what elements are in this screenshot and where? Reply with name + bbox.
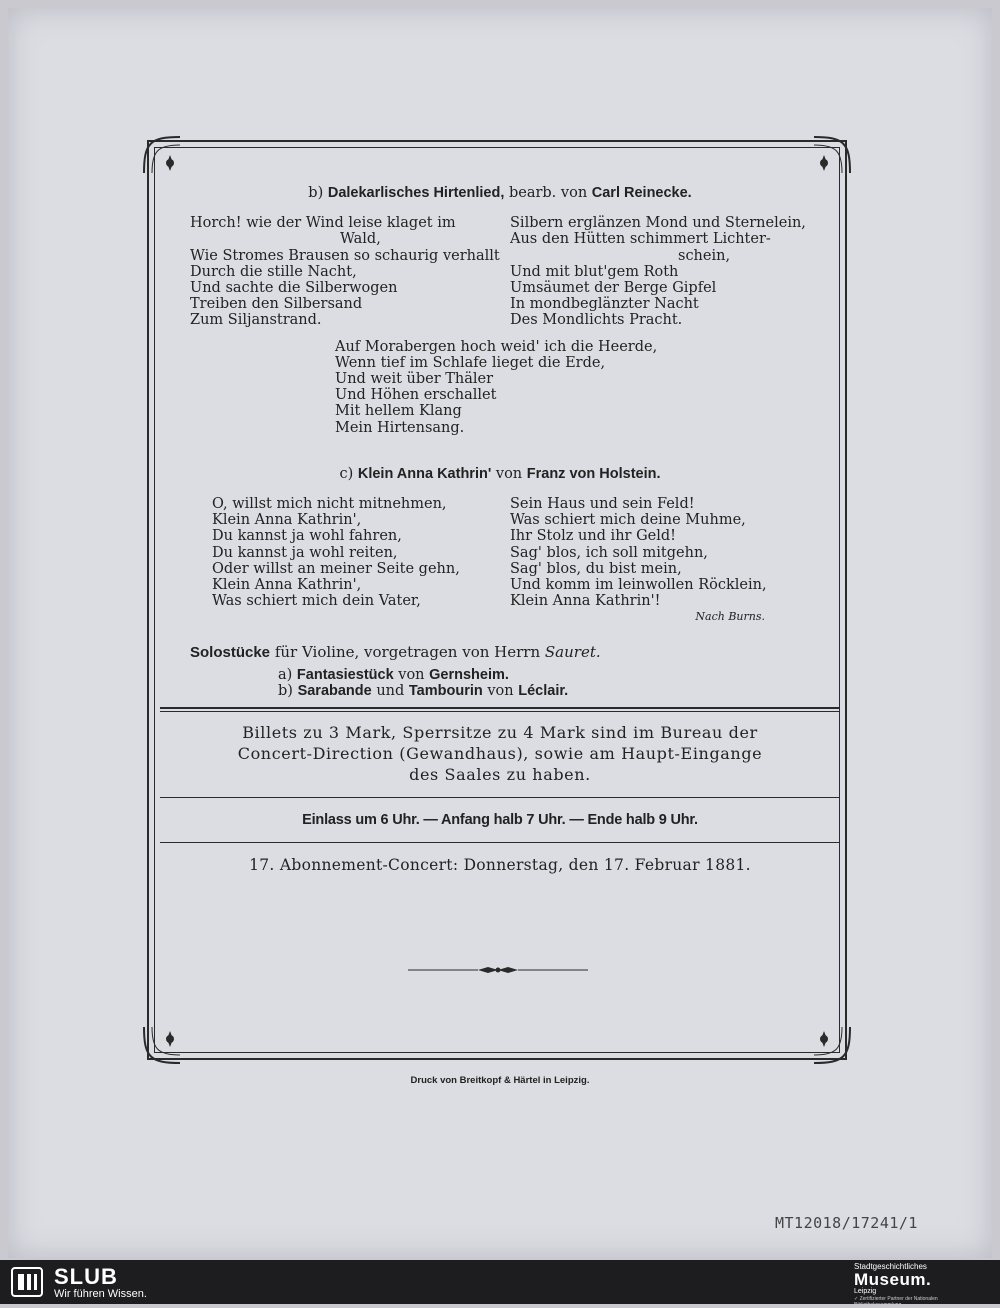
solo-item-composer: Gernsheim. xyxy=(429,666,509,683)
poem-line: In mondbeglänzter Nacht xyxy=(510,296,699,313)
poem-line: Treiben den Silbersand xyxy=(190,296,363,313)
song-c-label: c) xyxy=(339,465,354,482)
poem-line: Aus den Hütten schimmert Lichter- xyxy=(510,231,771,248)
poem-line: Ihr Stolz und ihr Geld! xyxy=(510,528,676,545)
programme-content xyxy=(190,185,810,874)
solo-item-and: und xyxy=(376,683,405,700)
song-b-by: bearb. von xyxy=(508,185,588,201)
solo-item-piece: Fantasiestück xyxy=(296,666,394,683)
song-c-by: von xyxy=(495,465,523,482)
museum-line-3: Leipzig xyxy=(854,1288,877,1295)
poem-line: Zum Siljanstrand. xyxy=(190,312,322,329)
ticket-info-line: Billets zu 3 Mark, Sperrsitze zu 4 Mark sind im Bureau der xyxy=(242,723,758,743)
song-c-verses xyxy=(190,496,810,609)
poem-line: Und Höhen erschallet xyxy=(335,387,497,404)
song-c-right-column xyxy=(510,496,780,609)
song-c-title: Klein Anna Kathrin' xyxy=(357,465,492,482)
poem-line: Sein Haus und sein Feld! xyxy=(510,496,695,513)
ticket-info-line: Concert-Direction (Gewandhaus), sowie am Haupt-Eingange xyxy=(237,744,763,764)
solo-subtitle: für Violine, vorgetragen von Herrn xyxy=(274,642,541,661)
poem-line: Klein Anna Kathrin'! xyxy=(510,593,661,610)
poem-line: Wie Stromes Brausen so schaurig verhallt xyxy=(190,247,500,264)
song-b-verses xyxy=(190,215,810,328)
song-c-heading xyxy=(190,466,810,482)
poem-line: schein, xyxy=(678,247,731,264)
poem-line: Wenn tief im Schlafe lieget die Erde, xyxy=(335,354,606,371)
solo-item-by: von xyxy=(487,683,514,700)
poem-line: Durch die stille Nacht, xyxy=(190,263,357,280)
poem-line: Umsäumet der Berge Gipfel xyxy=(510,280,717,297)
museum-line-1: Stadtgeschichtliches xyxy=(854,1262,927,1271)
museum-line-2: Museum. xyxy=(854,1270,932,1289)
footer-bar xyxy=(0,1260,1000,1308)
next-concert-announcement: 17. Abonnement-Concert: Donnerstag, den 17. Februar 1881. xyxy=(249,856,751,875)
printer-imprint: Druck von Breitkopf & Härtel in Leipzig. xyxy=(410,1075,590,1086)
poem-line: Was schiert mich dein Vater, xyxy=(212,593,421,610)
poem-line: Und komm im leinwollen Röcklein, xyxy=(510,577,767,594)
solo-performer: Sauret. xyxy=(544,642,601,661)
slub-logo-icon xyxy=(10,1266,44,1298)
poem-line: Klein Anna Kathrin', xyxy=(212,512,362,529)
song-b-label: b) xyxy=(308,185,324,201)
song-c-attribution: Nach Burns. xyxy=(695,610,765,624)
solo-item xyxy=(278,667,810,683)
corner-ornament-icon xyxy=(140,1023,184,1067)
song-c-left-column xyxy=(212,496,502,609)
song-c-composer: Franz von Holstein. xyxy=(526,465,661,482)
song-b-right-column xyxy=(510,215,810,328)
poem-line: Sag' blos, ich soll mitgehn, xyxy=(510,544,708,561)
shelfmark-handwritten: MT12018/17241/1 xyxy=(775,1214,918,1232)
schedule-times: Einlass um 6 Uhr. — Anfang halb 7 Uhr. — Ende halb 9 Uhr. xyxy=(302,812,698,829)
poem-line: Und mit blut'gem Roth xyxy=(510,263,679,280)
poem-line: O, willst mich nicht mitnehmen, xyxy=(212,496,447,513)
poem-line: Sag' blos, du bist mein, xyxy=(510,560,682,577)
solo-item-composer: Léclair. xyxy=(518,683,569,700)
solo-item-piece: Sarabande xyxy=(297,683,372,700)
poem-line: Klein Anna Kathrin', xyxy=(212,577,362,594)
solo-title: Solostücke xyxy=(190,643,271,661)
poem-line: Was schiert mich deine Muhme, xyxy=(510,512,746,529)
poem-line: Silbern erglänzen Mond und Sternelein, xyxy=(510,215,806,232)
poem-line: Wald, xyxy=(340,231,381,248)
corner-ornament-icon xyxy=(810,133,854,177)
song-b-refrain xyxy=(335,339,810,436)
library-tagline: Wir führen Wissen. xyxy=(54,1288,147,1300)
solo-heading xyxy=(190,644,810,661)
ticket-info-line: des Saales zu haben. xyxy=(409,765,591,785)
divider-ornament-icon xyxy=(408,960,588,980)
poem-line: Und weit über Thäler xyxy=(335,371,494,388)
ticket-info xyxy=(190,712,810,797)
poem-line: Du kannst ja wohl fahren, xyxy=(212,528,402,545)
museum-line-4: ✓ Zertifizierter Partner der Nationalen Bibliothekssammlung xyxy=(854,1296,938,1308)
poem-line: Oder willst an meiner Seite gehn, xyxy=(212,560,460,577)
museum-logo[interactable] xyxy=(854,1260,984,1308)
solo-items xyxy=(278,667,810,699)
library-name[interactable]: SLUB xyxy=(54,1264,118,1289)
song-b-composer: Carl Reinecke. xyxy=(591,185,692,201)
solo-item-label: a) xyxy=(278,666,293,683)
solo-item-piece-2: Tambourin xyxy=(408,683,483,700)
song-b-left-column xyxy=(190,215,500,329)
poem-line: Und sachte die Silberwogen xyxy=(190,280,398,297)
corner-ornament-icon xyxy=(810,1023,854,1067)
poem-line: Du kannst ja wohl reiten, xyxy=(212,544,398,561)
poem-line: Horch! wie der Wind leise klaget im xyxy=(190,215,456,232)
poem-line: Des Mondlichts Pracht. xyxy=(510,312,683,329)
poem-line: Auf Morabergen hoch weid' ich die Heerde, xyxy=(335,338,658,355)
corner-ornament-icon xyxy=(140,133,184,177)
poem-line: Mit hellem Klang xyxy=(335,403,462,420)
solo-item-label: b) xyxy=(278,683,293,700)
poem-line: Mein Hirtensang. xyxy=(335,419,465,436)
song-b-title: Dalekarlisches Hirtenlied, xyxy=(327,185,505,201)
song-b-heading xyxy=(190,185,810,201)
solo-item-by: von xyxy=(398,666,425,683)
solo-item xyxy=(278,683,810,699)
